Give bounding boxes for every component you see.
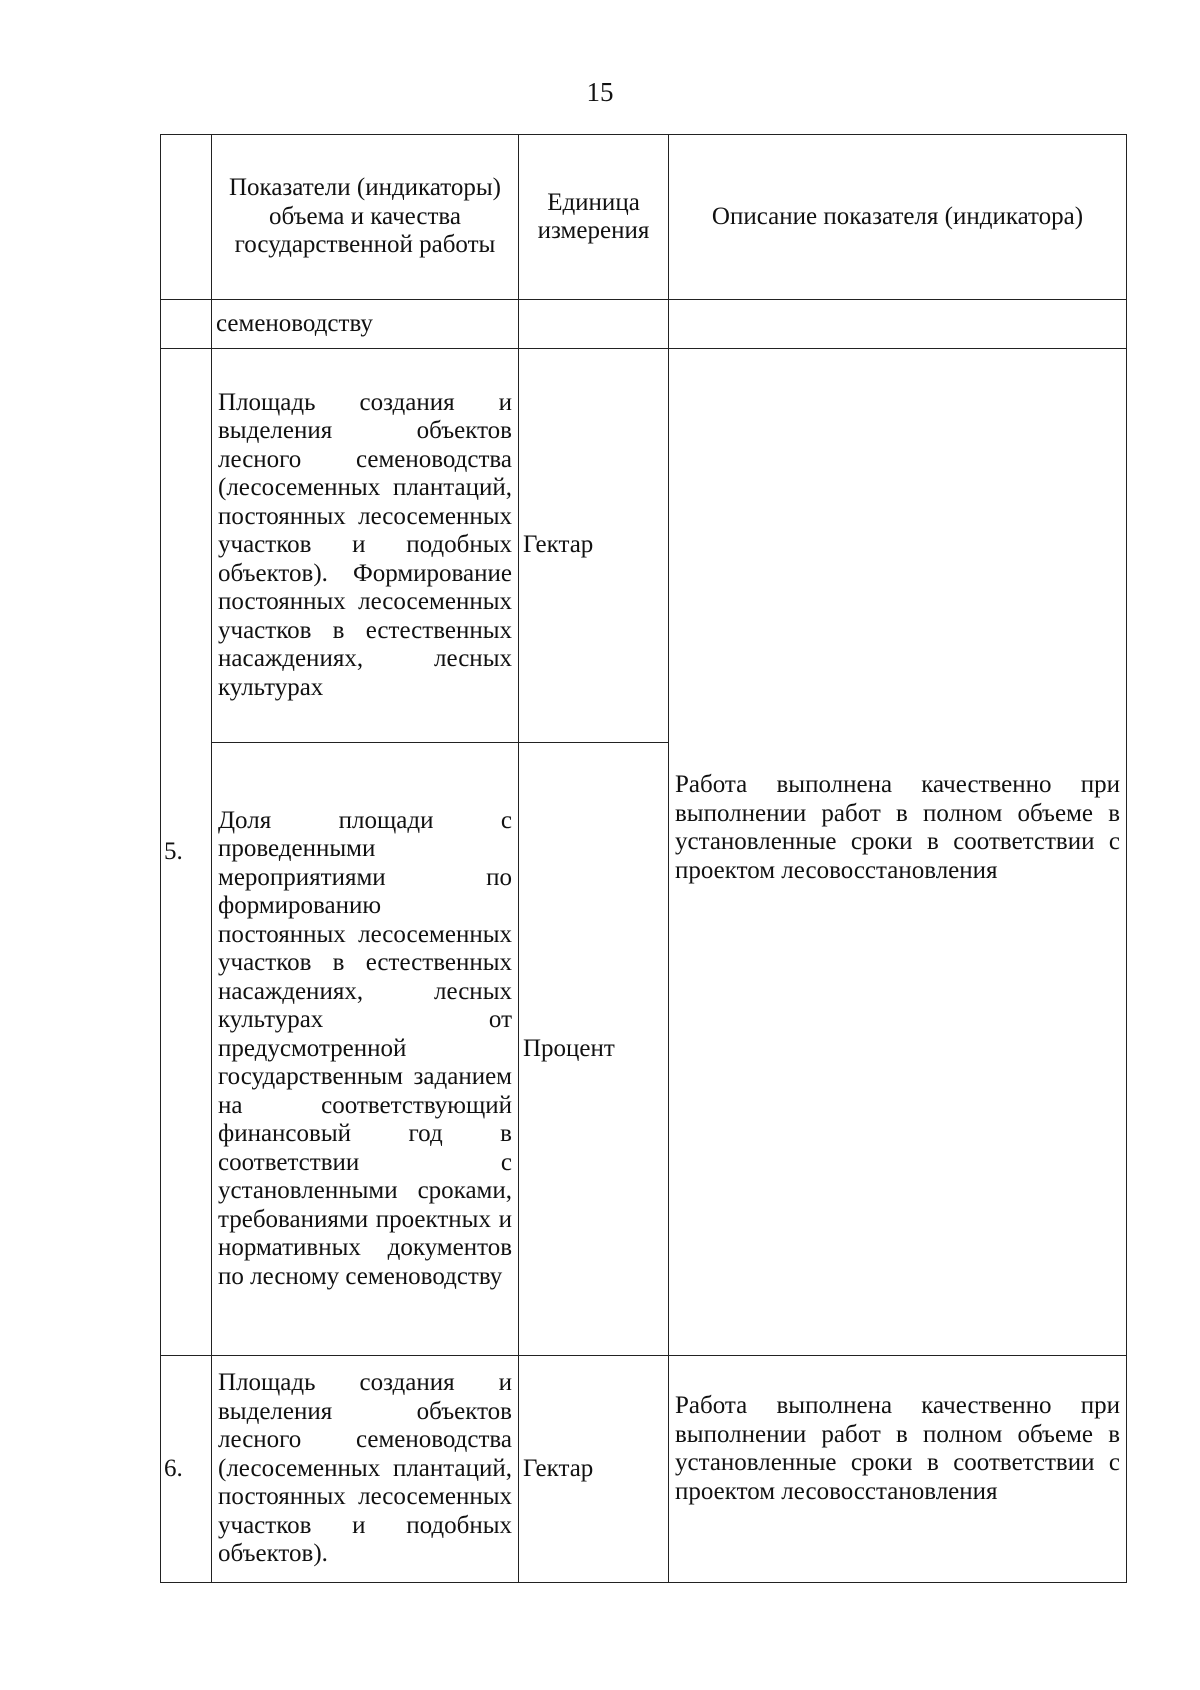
continuation-number-cell: [161, 300, 212, 349]
row6-number: 6.: [161, 1356, 212, 1583]
header-indicator: Показатели (индикаторы) объема и качества государственной работы: [212, 135, 519, 300]
row5-indicator-b: Доля площади с проведенными мероприятиями по формированию постоянных лесосеменных участков в естественных насаждениях, лесных культурах от предусмотренной государственным заданием на соответствующий финансовый год в соответствии с установленными сроками, требованиями проектных и нормативных документов по лесному семеноводству: [212, 743, 519, 1356]
row6-description: Работа выполнена качественно при выполнении работ в полном объеме в установленные сроки в соответствии с проектом лесовосстановления: [675, 1392, 1120, 1505]
table-row-5a: [161, 349, 1127, 743]
page-number: 15: [586, 77, 614, 107]
row5-description-cell: [669, 349, 1127, 1356]
continuation-description-cell: [669, 300, 1127, 349]
row5-number: 5.: [161, 349, 212, 1356]
table-row-6: [161, 1356, 1127, 1583]
continuation-unit-cell: [519, 300, 669, 349]
header-number-cell: [161, 135, 212, 300]
row6-description-cell: [669, 1356, 1127, 1583]
continuation-row: [161, 300, 1127, 349]
row6-unit: Гектар: [519, 1356, 669, 1583]
row5-unit-a: Гектар: [519, 349, 669, 743]
row5-indicator-a: Площадь создания и выделения объектов лесного семеноводства (лесосеменных плантаций, постоянных лесосеменных участков и подобных объектов). Формирование постоянных лесосеменных участков в естественных насаждениях, лесных культурах: [212, 349, 519, 743]
header-description: Описание показателя (индикатора): [669, 135, 1127, 300]
row5-unit-b: Процент: [519, 743, 669, 1356]
table-header-row: [161, 135, 1127, 300]
indicators-table: [160, 134, 1127, 1583]
continuation-indicator: семеноводству: [212, 300, 519, 349]
row5-description: Работа выполнена качественно при выполнении работ в полном объеме в установленные сроки в соответствии с проектом лесовосстановления: [675, 771, 1120, 884]
header-unit: Единица измерения: [519, 135, 669, 300]
row6-indicator: Площадь создания и выделения объектов лесного семеноводства (лесосеменных плантаций, постоянных лесосеменных участков и подобных объектов).: [212, 1356, 519, 1583]
